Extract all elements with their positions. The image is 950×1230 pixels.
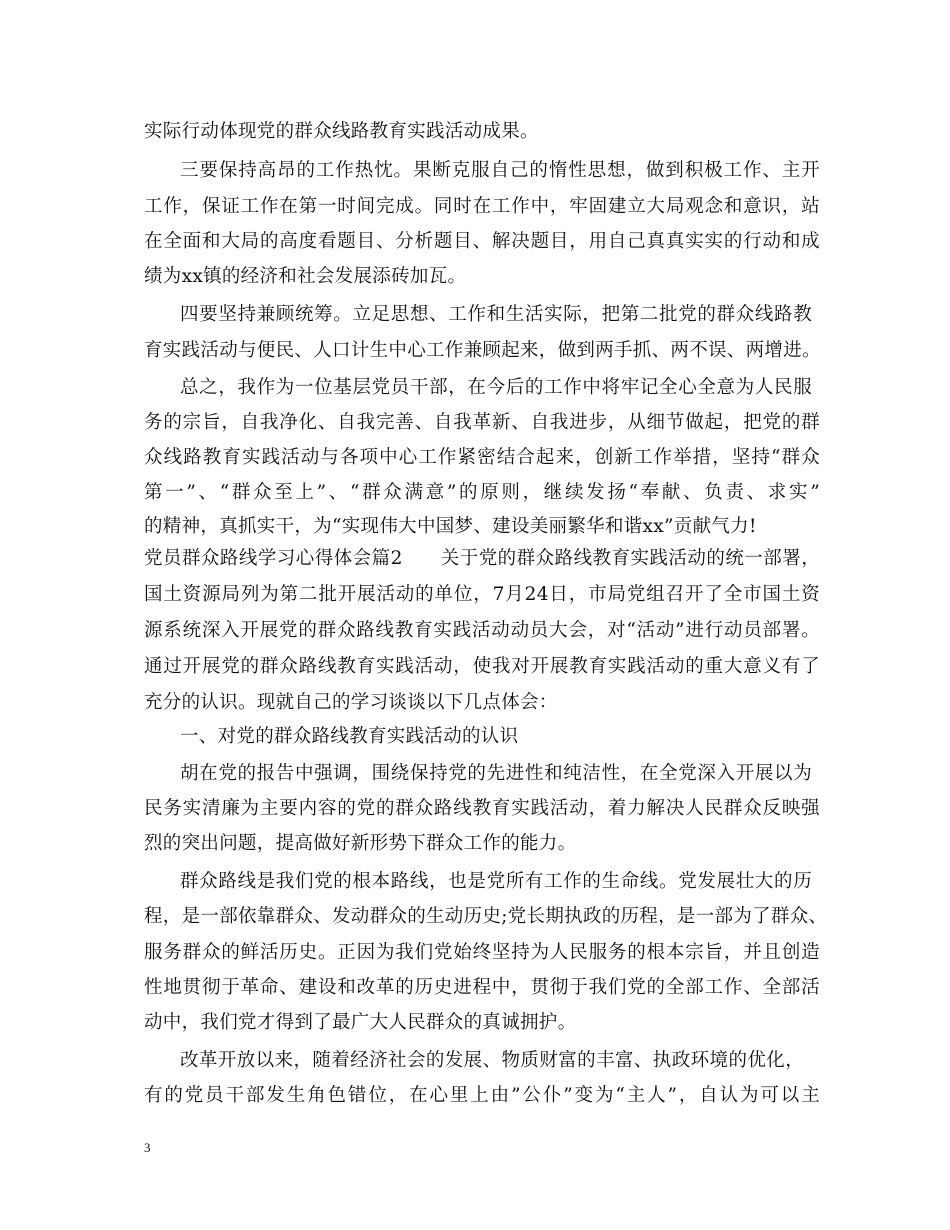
text-line: 工作，保证工作在第一时间完成。同时在工作中，牢固建立大局观念和意识，站: [144, 196, 820, 217]
text-line: 源系统深入开展党的群众路线教育实践活动动员大会，对“活动”进行动员部署。: [144, 620, 820, 641]
section-heading: 一、对党的群众路线教育实践活动的认识: [180, 726, 519, 747]
text-line: 性地贯彻于革命、建设和改革的历史进程中，贯彻于我们党的全部工作、全部活: [144, 977, 820, 998]
text-line: 育实践活动与便民、人口计生中心工作兼顾起来，做到两手抓、两不误、两增进。: [144, 340, 821, 361]
text-line: 在全面和大局的高度看题目、分析题目、解决题目，用自己真真实实的行动和成: [144, 231, 820, 252]
text-line: 充分的认识。现就自己的学习谈谈以下几点体会：: [144, 692, 558, 713]
text-line: 实际行动体现党的群众线路教育实践活动成果。: [144, 121, 539, 142]
text-line: 众线路教育实践活动与各项中心工作紧密结合起来，创新工作举措，坚持“群众: [144, 447, 820, 468]
text-line: 群众路线是我们党的根本路线，也是党所有工作的生命线。党发展壮大的历: [180, 871, 812, 892]
text-line: 总之，我作为一位基层党员干部，在今后的工作中将牢记全心全意为人民服: [180, 377, 812, 398]
text-line: 通过开展党的群众路线教育实践活动，使我对开展教育实践活动的重大意义有了: [144, 656, 820, 677]
text-line: 三要保持高昂的工作热忱。果断克服自己的惰性思想，做到积极工作、主开: [180, 160, 820, 181]
text-line: 改革开放以来，随着经济社会的发展、物质财富的丰富、执政环境的优化，: [180, 1050, 804, 1071]
text-line: 四要坚持兼顾统筹。立足思想、工作和生活实际，把第二批党的群众线路教: [180, 304, 812, 325]
page-number: 3: [144, 1140, 151, 1155]
text-line: 服务群众的鲜活历史。正因为我们党始终坚持为人民服务的根本宗旨，并且创造: [144, 942, 820, 963]
text-line: 民务实清廉为主要内容的党的群众路线教育实践活动，着力解决人民群众反映强: [144, 798, 820, 819]
text-line: 烈的突出问题，提高做好新形势下群众工作的能力。: [144, 833, 577, 854]
text-line: 绩为xx镇的经济和社会发展添砖加瓦。: [144, 266, 467, 287]
text-line: 的精神，真抓实干，为“实现伟大中国梦、建设美丽繁华和谐xx”贡献气力!: [144, 516, 757, 537]
text-line: 胡在党的报告中强调，围绕保持党的先进性和纯洁性，在全党深入开展以为: [180, 763, 812, 784]
text-line: 第一”、“群众至上”、“群众满意”的原则，继续发扬“奉献、负责、求实”: [144, 482, 820, 503]
text-line: 有的党员干部发生角色错位，在心里上由”公仆”变为“主人”，自认为可以主: [144, 1085, 820, 1106]
text-line: 务的宗旨，自我净化、自我完善、自我革新、自我进步，从细节做起，把党的群: [144, 412, 820, 433]
text-line: 动中，我们党才得到了最广大人民群众的真诚拥护。: [144, 1012, 577, 1033]
text-line: 国土资源局列为第二批开展活动的单位，7月24日，市局党组召开了全市国土资: [144, 584, 820, 605]
text-line: 党员群众路线学习心得体会篇2 关于党的群众路线教育实践活动的统一部署，: [144, 548, 820, 569]
text-line: 程，是一部依靠群众、发动群众的生动历史;党长期执政的历程，是一部为了群众、: [144, 906, 828, 927]
